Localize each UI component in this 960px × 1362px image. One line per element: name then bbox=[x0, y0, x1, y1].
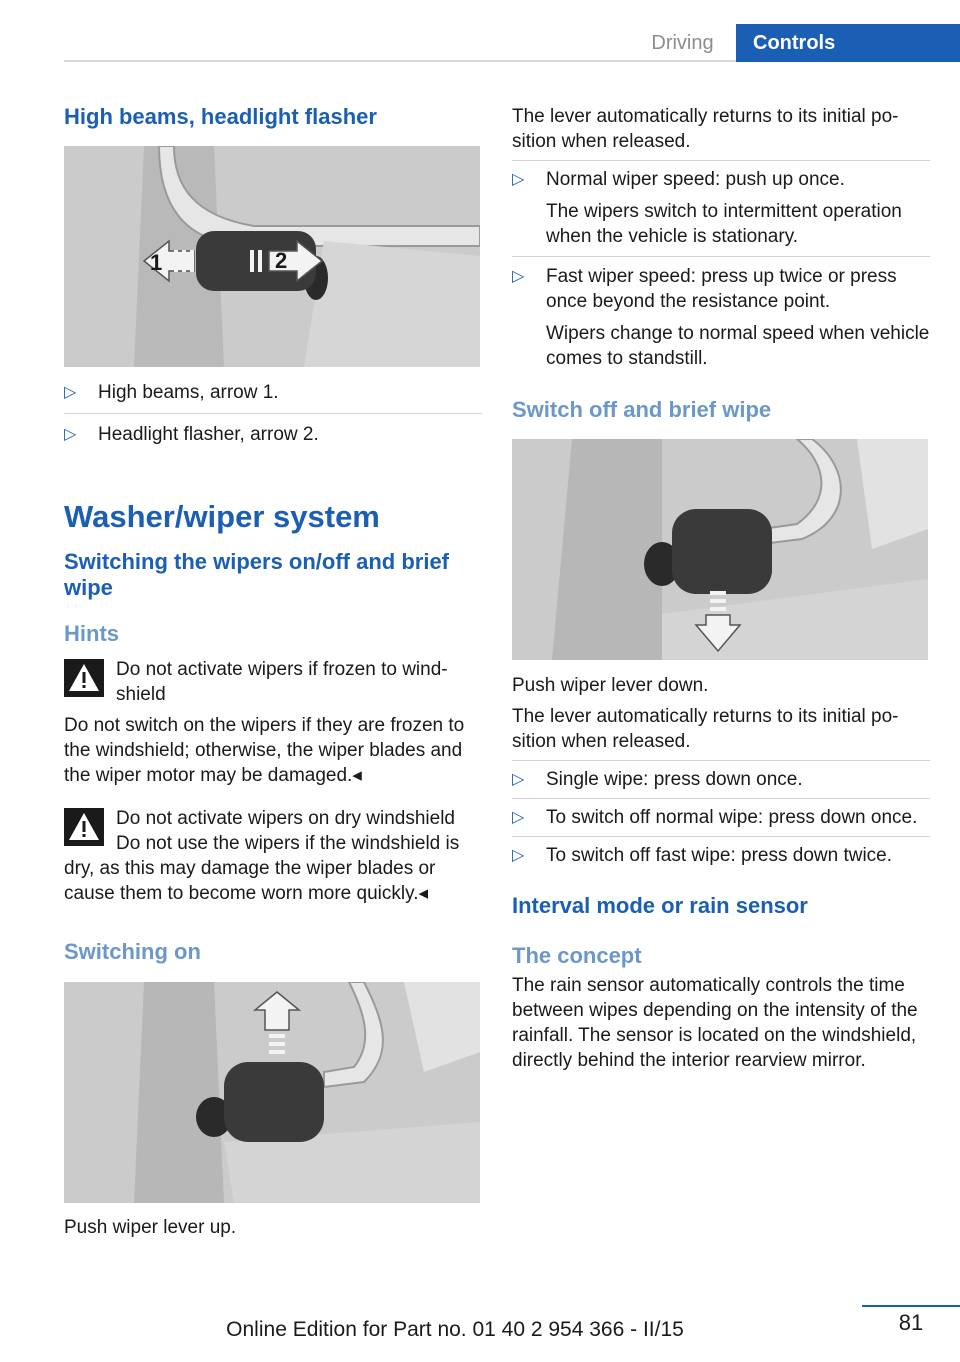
warning-title: Do not activate wipers if frozen to windshield bbox=[116, 659, 448, 705]
right-column bbox=[512, 100, 930, 1073]
figure-wiper-lever-up bbox=[64, 982, 480, 1203]
warning-frozen bbox=[64, 657, 482, 707]
bullet-triangle-icon: ▷ bbox=[64, 384, 77, 401]
warning-triangle-icon bbox=[64, 808, 104, 846]
bullet-triangle-icon: ▷ bbox=[64, 426, 77, 443]
footer-edition: Online Edition for Part no. 01 40 2 954 366 - II/15 bbox=[226, 1318, 684, 1341]
list-item: ▷ High beams, arrow 1. bbox=[64, 382, 279, 403]
warning-title: Do not activate wipers on dry windshield bbox=[116, 808, 456, 829]
switch-off-list bbox=[512, 760, 930, 868]
speed-list bbox=[512, 160, 930, 371]
bullet-triangle-icon: ▷ bbox=[512, 847, 525, 864]
heading-washer-wiper: Washer/wiper system bbox=[64, 499, 380, 534]
header-chapter-tab: Controls bbox=[736, 24, 960, 62]
paragraph-returns: The lever automatically returns to its initial position when released. bbox=[512, 706, 899, 752]
list-item: ▷ Headlight flasher, arrow 2. bbox=[64, 413, 482, 447]
heading-switching-on: Switching on bbox=[64, 939, 201, 964]
figure-arrow-label-2: 2 bbox=[275, 248, 288, 273]
bullet-triangle-icon: ▷ bbox=[512, 809, 525, 826]
list-item: ▷ Single wipe: press down once. bbox=[512, 760, 930, 792]
bullet-triangle-icon: ▷ bbox=[512, 771, 525, 788]
page-number: 81 bbox=[898, 1310, 924, 1335]
warning-triangle-icon bbox=[64, 659, 104, 697]
heading-hints: Hints bbox=[64, 621, 119, 646]
warning-body: Do not use the wipers if the windshield is dry, as this may damage the wiper blades or cause them to become worn more quickly.◂ bbox=[64, 833, 460, 904]
header-section-label: Driving bbox=[651, 31, 714, 54]
heading-switching-wipers: Switching the wipers on/off and brief wipe bbox=[64, 549, 450, 600]
high-beam-list bbox=[64, 380, 482, 447]
caption-push-up: Push wiper lever up. bbox=[64, 1217, 237, 1238]
footer-divider bbox=[862, 1305, 960, 1307]
figure-arrow-label-1: 1 bbox=[150, 250, 163, 275]
heading-high-beams: High beams, headlight flasher bbox=[64, 104, 377, 129]
list-item: ▷ Fast wiper speed: press up twice or press once beyond the resistance point. Wipers change to normal speed when vehicle comes to standstill. bbox=[512, 256, 930, 371]
paragraph-concept: The rain sensor automatically controls the time between wipes depending on the intensity of the rainfall. The sensor is located on the windshield, directly behind the interior rearview mirror. bbox=[512, 975, 918, 1071]
figure-wiper-lever-down bbox=[512, 439, 928, 660]
bullet-triangle-icon: ▷ bbox=[512, 268, 525, 285]
heading-interval-mode: Interval mode or rain sensor bbox=[512, 893, 808, 918]
warning-body: Do not switch on the wipers if they are frozen to the windshield; otherwise, the wiper blades and the wiper motor may be damaged.◂ bbox=[64, 715, 465, 786]
bullet-triangle-icon: ▷ bbox=[512, 171, 525, 188]
paragraph-returns: The lever automatically returns to its initial position when released. bbox=[512, 106, 899, 152]
heading-the-concept: The concept bbox=[512, 943, 642, 968]
figure-high-beam-lever bbox=[64, 146, 480, 367]
list-item: ▷ To switch off normal wipe: press down once. bbox=[512, 798, 930, 830]
list-item: ▷ Normal wiper speed: push up once. The wipers switch to intermittent operation when the vehicle is stationary. bbox=[512, 160, 930, 249]
list-item: ▷ To switch off fast wipe: press down twice. bbox=[512, 836, 930, 868]
left-column bbox=[64, 100, 482, 1240]
warning-dry-windshield bbox=[64, 806, 482, 848]
caption-push-down: Push wiper lever down. bbox=[512, 675, 709, 696]
heading-switch-off: Switch off and brief wipe bbox=[512, 397, 772, 422]
